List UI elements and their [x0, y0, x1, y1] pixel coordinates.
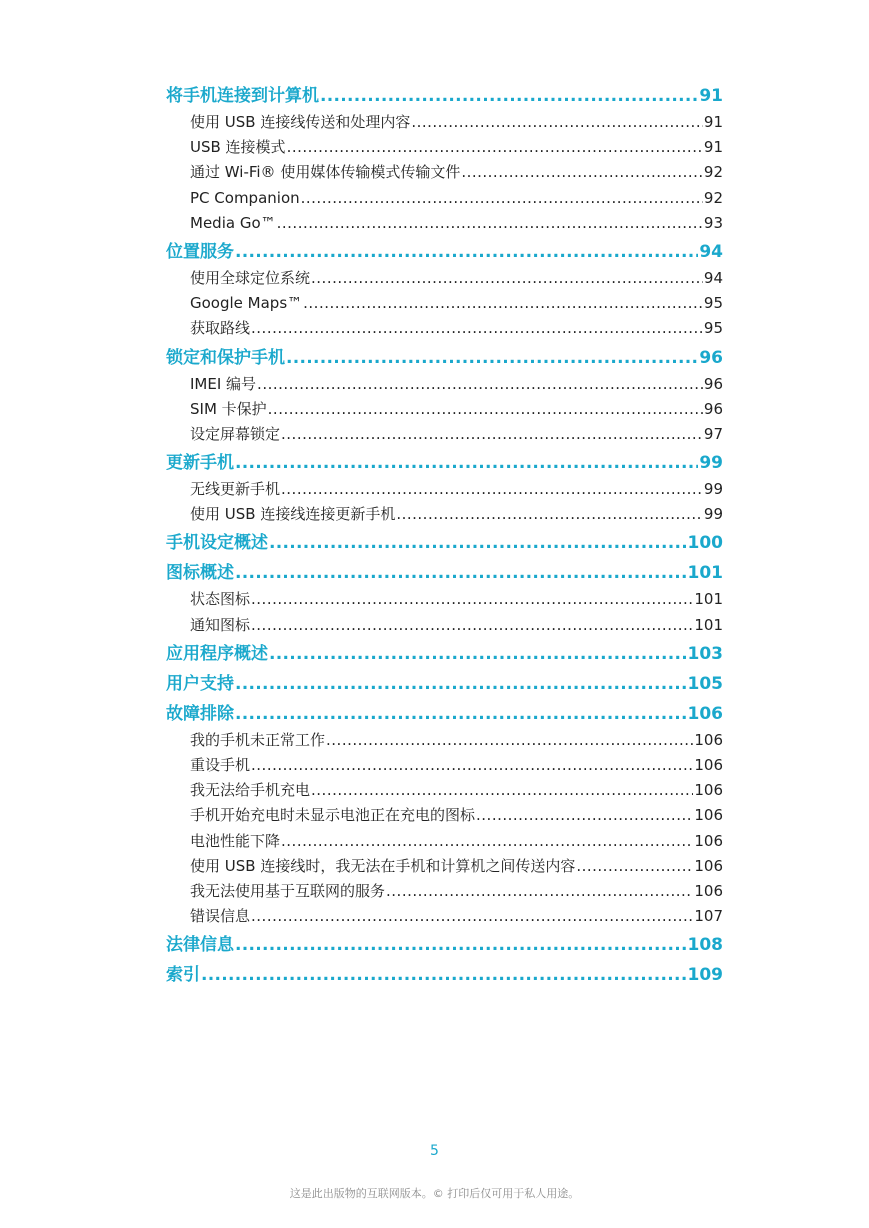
toc-section-entry[interactable] — [166, 160, 723, 185]
toc-section-entry[interactable] — [166, 266, 723, 291]
toc-entry-title: 我的手机未正常工作 — [190, 730, 326, 749]
toc-entry-page: 94 — [699, 241, 723, 262]
dot-leader — [303, 291, 703, 316]
dot-leader — [287, 135, 703, 160]
toc-section-entry[interactable] — [166, 291, 723, 316]
toc-entry-title: SIM 卡保护 — [190, 399, 267, 418]
toc-section-entry[interactable] — [166, 879, 723, 904]
dot-leader — [235, 238, 698, 266]
toc-entry-page: 106 — [694, 831, 723, 850]
dot-leader — [277, 211, 703, 236]
dot-leader — [235, 670, 687, 698]
toc-entry-title: Google Maps™ — [190, 294, 303, 313]
toc-entry-page: 92 — [703, 163, 723, 182]
toc-section-entry[interactable] — [166, 397, 723, 422]
toc-section-entry[interactable] — [166, 587, 723, 612]
page-number: 5 — [430, 1143, 439, 1159]
toc-entry-title: Media Go™ — [190, 213, 276, 232]
toc-chapter-entry[interactable] — [166, 961, 723, 989]
toc-entry-page: 91 — [703, 113, 723, 131]
toc-entry-page: 95 — [703, 294, 723, 313]
toc-entry-title: 设定屏幕锁定 — [190, 424, 281, 443]
dot-leader — [235, 931, 687, 959]
toc-entry-page: 107 — [694, 907, 723, 926]
dot-leader — [386, 879, 693, 904]
dot-leader — [281, 829, 693, 854]
dot-leader — [251, 904, 693, 929]
toc-section-entry[interactable] — [166, 422, 723, 447]
toc-entry-title: 获取路线 — [190, 319, 251, 338]
toc-entry-page: 91 — [703, 138, 723, 157]
toc-entry-title: 我无法给手机充电 — [190, 781, 311, 800]
toc-section-entry[interactable] — [166, 186, 723, 211]
toc-entry-page: 106 — [694, 756, 723, 774]
toc-entry-page: 92 — [703, 188, 723, 207]
toc-entry-page: 106 — [694, 806, 723, 825]
toc-section-entry[interactable] — [166, 477, 723, 502]
toc-entry-title: 我无法使用基于互联网的服务 — [190, 881, 386, 900]
toc-entry-title: 使用全球定位系统 — [190, 268, 311, 287]
toc-section-entry[interactable] — [166, 613, 723, 638]
toc-entry-page: 108 — [687, 935, 723, 956]
toc-chapter-entry[interactable] — [166, 700, 723, 728]
toc-section-entry[interactable] — [166, 110, 723, 135]
dot-leader — [257, 372, 703, 397]
toc-chapter-entry[interactable] — [166, 344, 723, 372]
toc-entry-title: 法律信息 — [166, 935, 234, 956]
toc-entry-page: 93 — [703, 213, 723, 232]
dot-leader — [251, 753, 693, 778]
toc-entry-title: 重设手机 — [190, 756, 251, 774]
dot-leader — [235, 559, 687, 587]
toc-entry-title: 位置服务 — [166, 241, 234, 262]
dot-leader — [326, 728, 693, 753]
footer-note: 这是此出版物的互联网版本。© 打印后仅可用于私人用途。 — [289, 1187, 580, 1200]
toc-section-entry[interactable] — [166, 778, 723, 803]
dot-leader — [286, 344, 698, 372]
toc-entry-title: 图标概述 — [166, 563, 234, 584]
toc-entry-page: 101 — [694, 590, 723, 609]
toc-entry-title: 状态图标 — [190, 590, 251, 609]
toc-section-entry[interactable] — [166, 372, 723, 397]
toc-entry-title: 错误信息 — [190, 907, 251, 926]
toc-entry-title: 电池性能下降 — [190, 831, 281, 850]
toc-entry-title: 通知图标 — [190, 615, 251, 634]
toc-entry-page: 94 — [703, 268, 723, 287]
toc-section-entry[interactable] — [166, 829, 723, 854]
toc-entry-page: 106 — [694, 881, 723, 900]
toc-entry-title: 索引 — [166, 965, 200, 986]
toc-chapter-entry[interactable] — [166, 82, 723, 110]
toc-entry-title: 应用程序概述 — [166, 643, 268, 664]
toc-entry-page: 96 — [703, 399, 723, 418]
toc-section-entry[interactable] — [166, 803, 723, 828]
toc-entry-page: 106 — [694, 856, 723, 875]
toc-entry-title: 通过 Wi-Fi® 使用媒体传输模式传输文件 — [190, 163, 461, 182]
toc-entry-title: 使用 USB 连接线连接更新手机 — [190, 505, 396, 524]
toc-section-entry[interactable] — [166, 904, 723, 929]
toc-entry-page: 96 — [699, 347, 723, 368]
toc-entry-title: PC Companion — [190, 188, 300, 207]
toc-entry-page: 103 — [687, 643, 723, 664]
toc-chapter-entry[interactable] — [166, 559, 723, 587]
toc-entry-title: IMEI 编号 — [190, 374, 257, 393]
toc-entry-page: 95 — [703, 319, 723, 338]
dot-leader — [281, 477, 703, 502]
dot-leader — [461, 160, 703, 185]
toc-entry-page: 91 — [699, 86, 723, 106]
dot-leader — [251, 587, 693, 612]
toc-entry-title: 手机设定概述 — [166, 533, 268, 554]
toc-section-entry[interactable] — [166, 211, 723, 236]
toc-entry-title: 使用 USB 连接线传送和处理内容 — [190, 113, 411, 131]
toc-section-entry[interactable] — [166, 854, 723, 879]
dot-leader — [268, 397, 703, 422]
toc-entry-page: 99 — [703, 505, 723, 524]
toc-entry-title: 使用 USB 连接线时，我无法在手机和计算机之间传送内容 — [190, 856, 576, 875]
toc-chapter-entry[interactable] — [166, 670, 723, 698]
toc-entry-page: 106 — [694, 781, 723, 800]
dot-leader — [576, 854, 693, 879]
dot-leader — [476, 803, 693, 828]
dot-leader — [411, 110, 703, 135]
table-of-contents — [166, 82, 723, 989]
toc-entry-title: 故障排除 — [166, 703, 234, 724]
toc-entry-page: 106 — [694, 730, 723, 749]
toc-entry-title: 将手机连接到计算机 — [166, 86, 319, 106]
toc-entry-page: 109 — [687, 965, 723, 986]
toc-entry-title: 锁定和保护手机 — [166, 347, 285, 368]
toc-section-entry[interactable] — [166, 135, 723, 160]
toc-entry-title: 用户支持 — [166, 673, 234, 694]
toc-entry-page: 105 — [687, 673, 723, 694]
toc-entry-page: 101 — [694, 615, 723, 634]
dot-leader — [235, 700, 687, 728]
toc-section-entry[interactable] — [166, 753, 723, 778]
toc-chapter-entry[interactable] — [166, 449, 723, 477]
dot-leader — [396, 502, 703, 527]
dot-leader — [301, 186, 703, 211]
toc-section-entry[interactable] — [166, 728, 723, 753]
toc-entry-page: 97 — [703, 424, 723, 443]
dot-leader — [311, 778, 693, 803]
toc-entry-title: 手机开始充电时未显示电池正在充电的图标 — [190, 806, 476, 825]
dot-leader — [281, 422, 703, 447]
dot-leader — [269, 640, 687, 668]
toc-section-entry[interactable] — [166, 316, 723, 341]
toc-entry-page: 100 — [687, 533, 723, 554]
toc-entry-page: 106 — [687, 703, 723, 724]
dot-leader — [201, 961, 687, 989]
toc-chapter-entry[interactable] — [166, 931, 723, 959]
dot-leader — [320, 82, 698, 110]
toc-entry-title: 无线更新手机 — [190, 480, 281, 499]
dot-leader — [269, 529, 687, 557]
dot-leader — [251, 316, 703, 341]
dot-leader — [311, 266, 703, 291]
toc-entry-page: 99 — [703, 480, 723, 499]
toc-entry-page: 96 — [703, 374, 723, 393]
toc-entry-title: USB 连接模式 — [190, 138, 286, 157]
toc-section-entry[interactable] — [166, 502, 723, 527]
toc-entry-title: 更新手机 — [166, 453, 234, 474]
toc-chapter-entry[interactable] — [166, 238, 723, 266]
toc-chapter-entry[interactable] — [166, 529, 723, 557]
toc-chapter-entry[interactable] — [166, 640, 723, 668]
toc-entry-page: 99 — [699, 453, 723, 474]
toc-entry-page: 101 — [687, 563, 723, 584]
dot-leader — [251, 613, 693, 638]
dot-leader — [235, 449, 698, 477]
